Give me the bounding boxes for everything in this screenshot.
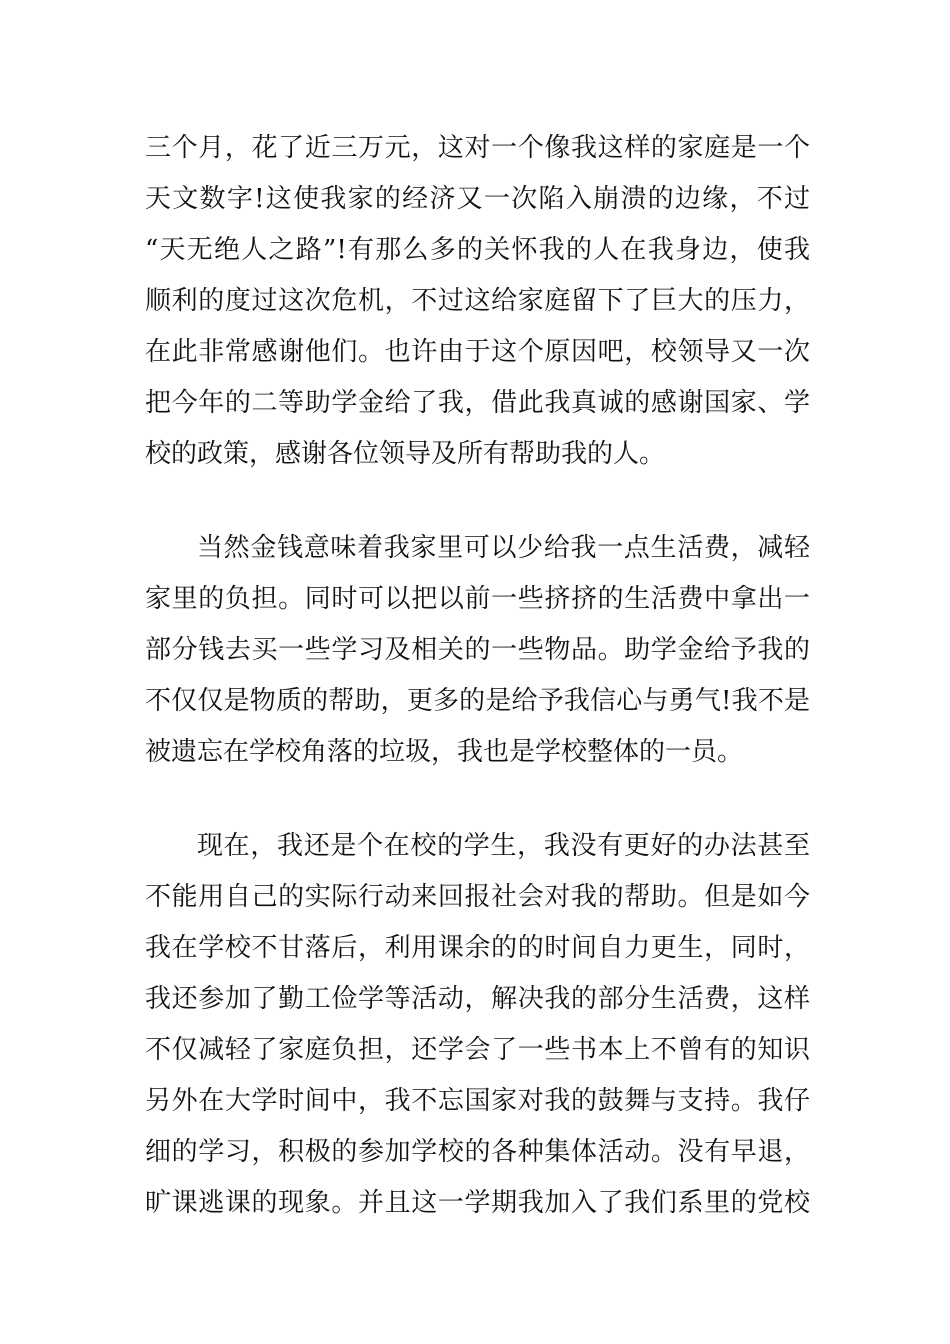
paragraph-1 [145, 123, 810, 480]
text-line: 另外在大学时间中，我不忘国家对我的鼓舞与支持。我仔 [145, 1086, 810, 1116]
text-line: 家里的负担。同时可以把以前一些挤挤的生活费中拿出一 [145, 584, 810, 614]
text-line: 在此非常感谢他们。也许由于这个原因吧，校领导又一次 [145, 337, 810, 367]
text-line: 顺利的度过这次危机，不过这给家庭留下了巨大的压力， [145, 286, 810, 316]
text-line: 不仅减轻了家庭负担，还学会了一些书本上不曾有的知识 [145, 1035, 810, 1065]
text-line: 不能用自己的实际行动来回报社会对我的帮助。但是如今 [145, 882, 810, 912]
text-line: 我还参加了勤工俭学等活动，解决我的部分生活费，这样 [145, 984, 810, 1014]
text-line: 不仅仅是物质的帮助，更多的是给予我信心与勇气!我不是 [145, 686, 810, 716]
text-line: 把今年的二等助学金给了我，借此我真诚的感谢国家、学 [145, 388, 810, 418]
paragraph-3 [145, 821, 810, 1229]
text-line: “天无绝人之路”!有那么多的关怀我的人在我身边，使我 [145, 235, 810, 265]
paragraph-2 [145, 523, 810, 778]
text-line: 校的政策，感谢各位领导及所有帮助我的人。 [145, 439, 666, 469]
text-line: 当然金钱意味着我家里可以少给我一点生活费，减轻 [197, 533, 810, 563]
text-line: 旷课逃课的现象。并且这一学期我加入了我们系里的党校 [145, 1188, 810, 1218]
text-line: 我在学校不甘落后，利用课余的的时间自力更生，同时， [145, 933, 810, 963]
text-line: 现在，我还是个在校的学生，我没有更好的办法甚至 [197, 831, 810, 861]
text-line: 被遗忘在学校角落的垃圾，我也是学校整体的一员。 [145, 737, 744, 767]
text-line: 三个月，花了近三万元，这对一个像我这样的家庭是一个 [145, 133, 810, 163]
text-line: 部分钱去买一些学习及相关的一些物品。助学金给予我的 [145, 635, 810, 665]
text-line: 细的学习，积极的参加学校的各种集体活动。没有早退， [145, 1137, 810, 1167]
text-line: 天文数字!这使我家的经济又一次陷入崩溃的边缘，不过 [145, 184, 810, 214]
